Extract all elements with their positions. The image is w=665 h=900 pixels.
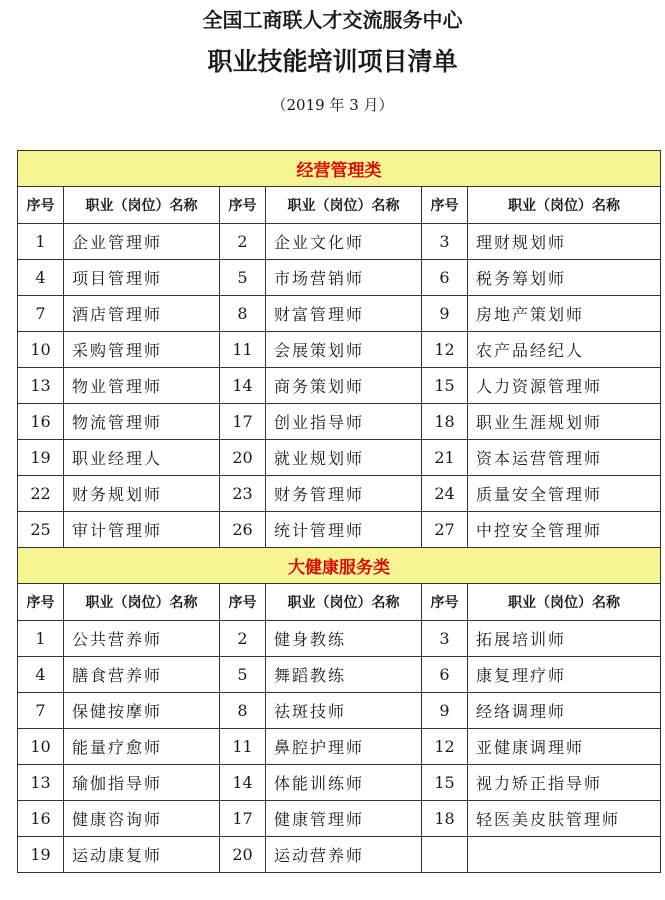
item-number: 5 (220, 260, 266, 296)
table-row (18, 404, 661, 440)
item-number (422, 837, 468, 873)
item-name: 膳食营养师 (64, 657, 220, 693)
item-name: 市场营销师 (266, 260, 422, 296)
item-name: 职业生涯规划师 (468, 404, 661, 440)
item-name: 税务筹划师 (468, 260, 661, 296)
item-name: 酒店管理师 (64, 296, 220, 332)
table-row (18, 765, 661, 801)
item-number: 6 (422, 260, 468, 296)
item-name: 拓展培训师 (468, 621, 661, 657)
item-number: 22 (18, 476, 64, 512)
item-number: 14 (220, 368, 266, 404)
column-header-no: 序号 (422, 187, 468, 224)
table-row (18, 224, 661, 260)
item-number: 15 (422, 368, 468, 404)
item-number: 23 (220, 476, 266, 512)
column-header-row (18, 187, 661, 224)
table-row (18, 837, 661, 873)
item-name: 健康管理师 (266, 801, 422, 837)
item-number: 5 (220, 657, 266, 693)
item-number: 11 (220, 332, 266, 368)
table-row (18, 260, 661, 296)
item-number: 11 (220, 729, 266, 765)
column-header-no: 序号 (18, 187, 64, 224)
item-name: 采购管理师 (64, 332, 220, 368)
item-number: 7 (18, 296, 64, 332)
item-number: 17 (220, 801, 266, 837)
column-header-name: 职业（岗位）名称 (64, 584, 220, 621)
item-number: 2 (220, 621, 266, 657)
item-number: 18 (422, 404, 468, 440)
column-header-name: 职业（岗位）名称 (468, 584, 661, 621)
section-title: 大健康服务类 (18, 548, 661, 584)
item-number: 20 (220, 837, 266, 873)
date-label: （2019 年 3 月） (271, 96, 394, 114)
item-name: 健身教练 (266, 621, 422, 657)
table-row (18, 729, 661, 765)
item-number: 19 (18, 837, 64, 873)
page-title: 职业技能培训项目清单 (207, 47, 458, 76)
item-number: 3 (422, 224, 468, 260)
item-name: 公共营养师 (64, 621, 220, 657)
item-number: 18 (422, 801, 468, 837)
item-name: 运动康复师 (64, 837, 220, 873)
table-row (18, 332, 661, 368)
item-number: 26 (220, 512, 266, 548)
item-name: 审计管理师 (64, 512, 220, 548)
item-number: 1 (18, 621, 64, 657)
table-row (18, 801, 661, 837)
item-number: 8 (220, 693, 266, 729)
item-name: 康复理疗师 (468, 657, 661, 693)
item-number: 13 (18, 368, 64, 404)
item-name: 保健按摩师 (64, 693, 220, 729)
section-header-row (18, 548, 661, 584)
item-number: 9 (422, 693, 468, 729)
item-name: 亚健康调理师 (468, 729, 661, 765)
item-name: 质量安全管理师 (468, 476, 661, 512)
item-name: 项目管理师 (64, 260, 220, 296)
item-number: 9 (422, 296, 468, 332)
item-name: 农产品经纪人 (468, 332, 661, 368)
item-number: 2 (220, 224, 266, 260)
item-name: 财富管理师 (266, 296, 422, 332)
item-name: 瑜伽指导师 (64, 765, 220, 801)
item-name: 创业指导师 (266, 404, 422, 440)
item-number: 15 (422, 765, 468, 801)
item-name: 企业文化师 (266, 224, 422, 260)
item-name: 统计管理师 (266, 512, 422, 548)
item-number: 6 (422, 657, 468, 693)
item-number: 25 (18, 512, 64, 548)
item-name: 企业管理师 (64, 224, 220, 260)
item-name: 房地产策划师 (468, 296, 661, 332)
item-name: 视力矫正指导师 (468, 765, 661, 801)
item-number: 3 (422, 621, 468, 657)
organization-title: 全国工商联人才交流服务中心 (202, 8, 463, 32)
item-name: 中控安全管理师 (468, 512, 661, 548)
item-name: 就业规划师 (266, 440, 422, 476)
item-number: 16 (18, 801, 64, 837)
item-name: 经络调理师 (468, 693, 661, 729)
item-name: 人力资源管理师 (468, 368, 661, 404)
item-number: 20 (220, 440, 266, 476)
item-number: 8 (220, 296, 266, 332)
item-name: 商务策划师 (266, 368, 422, 404)
column-header-row (18, 584, 661, 621)
item-number: 12 (422, 332, 468, 368)
table-row (18, 693, 661, 729)
item-number: 21 (422, 440, 468, 476)
item-name: 祛斑技师 (266, 693, 422, 729)
table-row (18, 512, 661, 548)
item-name (468, 837, 661, 873)
item-name: 健康咨询师 (64, 801, 220, 837)
item-name: 体能训练师 (266, 765, 422, 801)
item-number: 7 (18, 693, 64, 729)
item-number: 14 (220, 765, 266, 801)
item-number: 10 (18, 729, 64, 765)
table-row (18, 476, 661, 512)
section-header-row (18, 151, 661, 187)
section-title: 经营管理类 (18, 151, 661, 187)
item-name: 能量疗愈师 (64, 729, 220, 765)
table-row (18, 657, 661, 693)
column-header-no: 序号 (220, 187, 266, 224)
table-row (18, 368, 661, 404)
table-row (18, 296, 661, 332)
training-table (17, 150, 661, 873)
column-header-name: 职业（岗位）名称 (64, 187, 220, 224)
item-name: 运动营养师 (266, 837, 422, 873)
column-header-name: 职业（岗位）名称 (266, 187, 422, 224)
item-number: 10 (18, 332, 64, 368)
item-number: 13 (18, 765, 64, 801)
column-header-no: 序号 (18, 584, 64, 621)
item-number: 19 (18, 440, 64, 476)
item-name: 鼻腔护理师 (266, 729, 422, 765)
item-number: 4 (18, 657, 64, 693)
column-header-name: 职业（岗位）名称 (266, 584, 422, 621)
item-name: 资本运营管理师 (468, 440, 661, 476)
item-name: 物业管理师 (64, 368, 220, 404)
item-name: 职业经理人 (64, 440, 220, 476)
table-row (18, 621, 661, 657)
item-name: 轻医美皮肤管理师 (468, 801, 661, 837)
item-name: 财务管理师 (266, 476, 422, 512)
item-number: 4 (18, 260, 64, 296)
column-header-no: 序号 (220, 584, 266, 621)
item-number: 27 (422, 512, 468, 548)
item-number: 17 (220, 404, 266, 440)
item-name: 理财规划师 (468, 224, 661, 260)
item-number: 1 (18, 224, 64, 260)
item-number: 12 (422, 729, 468, 765)
item-name: 会展策划师 (266, 332, 422, 368)
table-row (18, 440, 661, 476)
column-header-no: 序号 (422, 584, 468, 621)
item-name: 物流管理师 (64, 404, 220, 440)
item-number: 24 (422, 476, 468, 512)
item-name: 舞蹈教练 (266, 657, 422, 693)
item-name: 财务规划师 (64, 476, 220, 512)
column-header-name: 职业（岗位）名称 (468, 187, 661, 224)
item-number: 16 (18, 404, 64, 440)
